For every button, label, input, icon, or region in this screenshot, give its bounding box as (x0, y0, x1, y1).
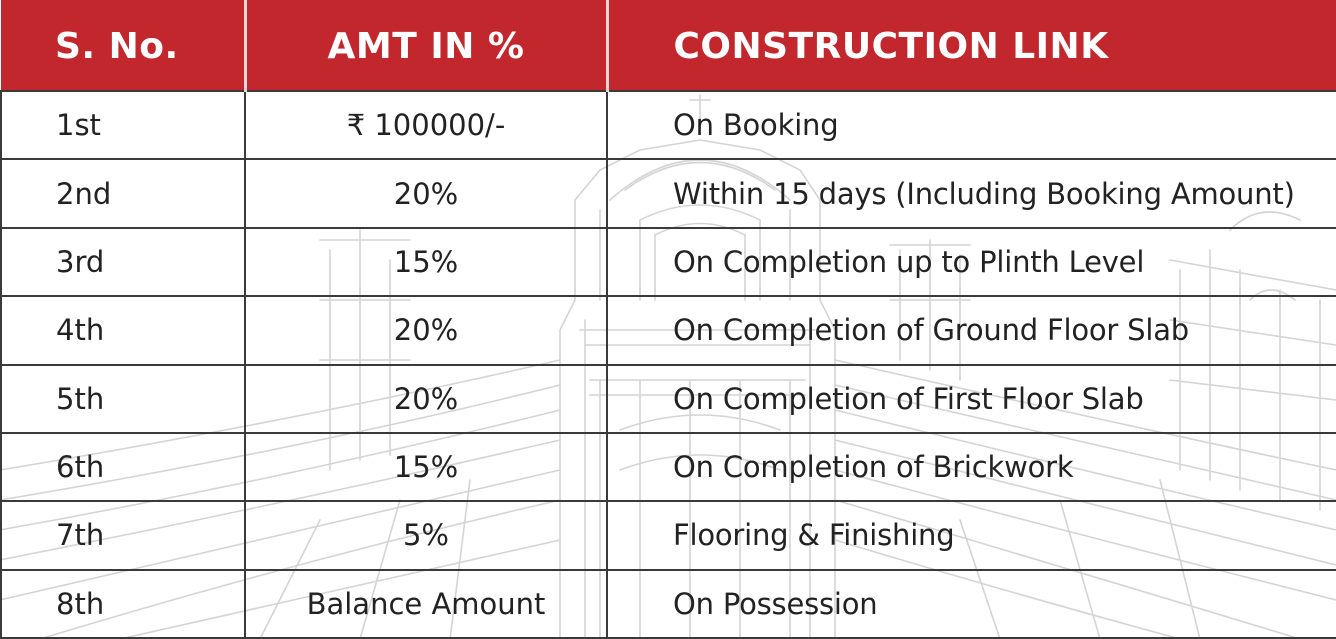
cell-construction-link: On Completion of First Floor Slab (607, 365, 1336, 433)
cell-amount: Balance Amount (245, 570, 607, 638)
cell-construction-link: Flooring & Finishing (607, 501, 1336, 569)
cell-construction-link: On Booking (607, 91, 1336, 159)
cell-sno: 3rd (1, 228, 245, 296)
table-row (1, 433, 1336, 501)
cell-amount: 20% (245, 365, 607, 433)
table-row (1, 365, 1336, 433)
table-row (1, 159, 1336, 227)
cell-construction-link: On Possession (607, 570, 1336, 638)
header-sno: S. No. (1, 1, 245, 91)
table-row (1, 228, 1336, 296)
cell-construction-link: On Completion of Ground Floor Slab (607, 296, 1336, 364)
cell-amount: 15% (245, 433, 607, 501)
cell-sno: 6th (1, 433, 245, 501)
cell-amount: 5% (245, 501, 607, 569)
table-row (1, 91, 1336, 159)
header-construction-link: CONSTRUCTION LINK (607, 1, 1336, 91)
cell-sno: 2nd (1, 159, 245, 227)
header-row (1, 1, 1336, 91)
cell-sno: 1st (1, 91, 245, 159)
table-row (1, 296, 1336, 364)
cell-sno: 4th (1, 296, 245, 364)
header-amount: AMT IN % (245, 1, 607, 91)
table-header (1, 1, 1336, 91)
cell-construction-link: On Completion of Brickwork (607, 433, 1336, 501)
cell-construction-link: Within 15 days (Including Booking Amount) (607, 159, 1336, 227)
cell-sno: 8th (1, 570, 245, 638)
cell-sno: 7th (1, 501, 245, 569)
cell-amount: 20% (245, 159, 607, 227)
cell-construction-link: On Completion up to Plinth Level (607, 228, 1336, 296)
table-row (1, 570, 1336, 638)
table-row (1, 501, 1336, 569)
cell-amount: 20% (245, 296, 607, 364)
cell-amount: ₹ 100000/- (245, 91, 607, 159)
table-body (1, 91, 1336, 638)
cell-amount: 15% (245, 228, 607, 296)
cell-sno: 5th (1, 365, 245, 433)
